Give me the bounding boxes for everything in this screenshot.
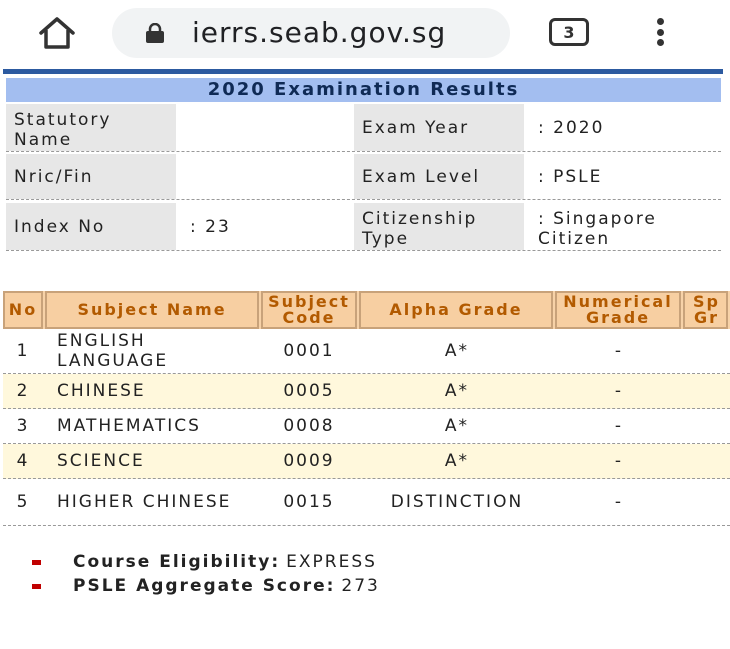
lock-icon	[144, 23, 166, 43]
info-row-index	[6, 203, 721, 251]
table-row	[3, 409, 730, 444]
nric-value	[176, 154, 352, 199]
aggregate-score-value: 273	[341, 576, 380, 596]
header-subject-name: Subject Name	[45, 291, 259, 329]
row-subject-name: CHINESE	[57, 381, 146, 401]
row-subject-code: 0015	[283, 492, 335, 512]
row-subject-name: ENGLISH LANGUAGE	[57, 331, 169, 371]
table-row	[3, 479, 730, 526]
table-row	[3, 329, 730, 374]
row-subject-name: HIGHER CHINESE	[57, 492, 232, 512]
row-alpha-grade: A*	[444, 381, 470, 401]
row-no: 3	[16, 416, 30, 436]
more-options-button[interactable]	[650, 14, 670, 50]
aggregate-score-label: PSLE Aggregate Score:	[73, 576, 336, 596]
row-subject-code: 0008	[283, 416, 335, 436]
statutory-name-label: Statutory Name	[6, 104, 176, 151]
header-no: No	[3, 291, 43, 329]
row-alpha-grade: A*	[444, 451, 470, 471]
home-button[interactable]	[34, 14, 80, 52]
page-title: 2020 Examination Results	[6, 78, 721, 102]
citizenship-value: : Singapore Citizen	[538, 209, 657, 249]
page-header-rule	[3, 69, 723, 74]
row-numerical-grade: -	[614, 451, 624, 471]
info-row-nric	[6, 154, 721, 200]
row-subject-code: 0005	[283, 381, 335, 401]
row-subject-code: 0001	[283, 341, 335, 361]
course-eligibility-item	[32, 550, 380, 574]
row-subject-name: MATHEMATICS	[57, 416, 201, 436]
row-no: 5	[16, 492, 30, 512]
browser-toolbar	[0, 0, 730, 66]
index-no-value: : 23	[190, 216, 231, 237]
nric-label: Nric/Fin	[6, 154, 176, 199]
tab-switcher-button[interactable]	[549, 18, 589, 46]
row-numerical-grade: -	[614, 416, 624, 436]
index-no-label: Index No	[6, 203, 176, 250]
row-numerical-grade: -	[614, 381, 624, 401]
exam-level-value: : PSLE	[538, 166, 603, 187]
table-row	[3, 374, 730, 409]
header-special-grade: Sp Gr	[683, 291, 728, 329]
menu-dot-icon	[657, 39, 664, 46]
header-numerical-grade: Numerical Grade	[555, 291, 681, 329]
table-header	[3, 291, 730, 329]
exam-year-label: Exam Year	[354, 104, 524, 151]
row-subject-name: SCIENCE	[57, 451, 145, 471]
row-numerical-grade: -	[614, 341, 624, 361]
url-text: ierrs.seab.gov.sg	[192, 16, 447, 49]
row-alpha-grade: DISTINCTION	[390, 492, 524, 512]
row-subject-code: 0009	[283, 451, 335, 471]
course-eligibility-value: EXPRESS	[286, 552, 377, 572]
aggregate-score-item	[32, 574, 380, 598]
bullet-icon	[32, 560, 41, 565]
header-alpha-grade: Alpha Grade	[359, 291, 553, 329]
header-subject-code: Subject Code	[261, 291, 357, 329]
row-no: 1	[16, 341, 30, 361]
row-no: 2	[16, 381, 30, 401]
home-icon	[37, 16, 77, 50]
row-alpha-grade: A*	[444, 341, 470, 361]
row-no: 4	[16, 451, 30, 471]
info-row-name	[6, 104, 721, 152]
table-row	[3, 444, 730, 479]
exam-level-label: Exam Level	[354, 154, 524, 199]
tab-count: 3	[563, 22, 575, 42]
menu-dot-icon	[657, 29, 664, 36]
results-summary	[32, 550, 380, 598]
exam-year-value: : 2020	[538, 117, 605, 138]
row-numerical-grade: -	[614, 492, 624, 512]
subject-results-table	[3, 291, 730, 526]
address-bar[interactable]	[112, 8, 510, 58]
row-alpha-grade: A*	[444, 416, 470, 436]
course-eligibility-label: Course Eligibility:	[73, 552, 281, 572]
citizenship-label: Citizenship Type	[354, 203, 524, 250]
statutory-name-value	[176, 104, 352, 151]
menu-dot-icon	[657, 18, 664, 25]
bullet-icon	[32, 584, 41, 589]
